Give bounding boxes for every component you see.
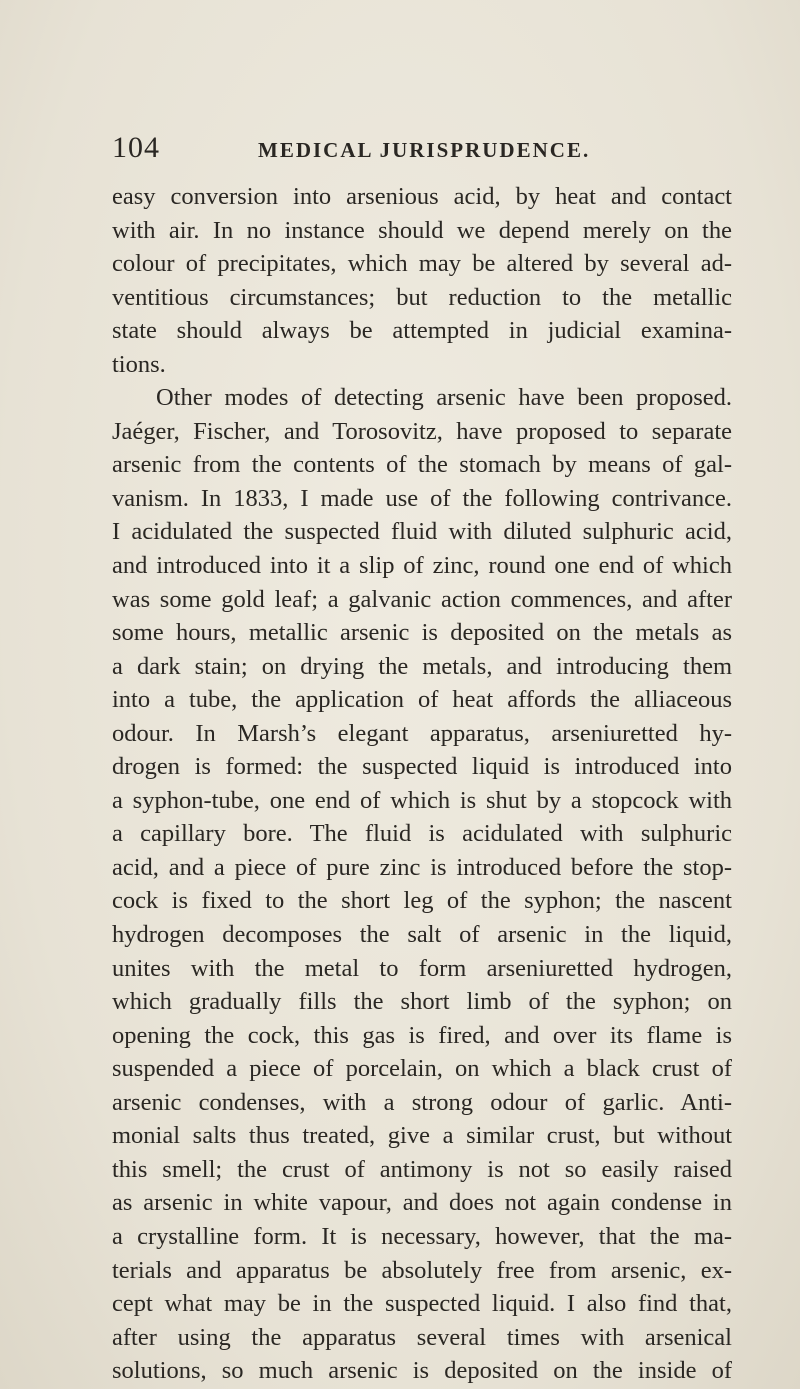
text-line: odour. In Marsh’s elegant apparatus, arseniuretted hy- xyxy=(112,719,732,747)
text-line: after using the apparatus several times with arsenical xyxy=(112,1323,732,1351)
text-line: some hours, metallic arsenic is deposited on the metals as xyxy=(112,619,732,647)
text-line: a syphon-tube, one end of which is shut by a stopcock with xyxy=(112,786,732,814)
text-line: Jaéger, Fischer, and Torosovitz, have proposed to separate xyxy=(112,417,732,445)
text-line: colour of precipitates, which may be altered by several ad- xyxy=(112,250,732,278)
text-line: state should always be attempted in judicial examina- xyxy=(112,317,732,345)
text-line: arsenic from the contents of the stomach by means of gal- xyxy=(112,451,732,479)
text-line: with air. In no instance should we depend merely on the xyxy=(112,216,732,244)
text-line: was some gold leaf; a galvanic action commences, and after xyxy=(112,585,732,613)
text-line: drogen is formed: the suspected liquid is introduced into xyxy=(112,753,732,781)
text-line: unites with the metal to form arseniuretted hydrogen, xyxy=(112,954,732,982)
page-header xyxy=(112,128,732,168)
text-line: terials and apparatus be absolutely free from arsenic, ex- xyxy=(112,1256,732,1284)
text-line: cept what may be in the suspected liquid. I also find that, xyxy=(112,1290,732,1318)
text-line: a capillary bore. The fluid is acidulated with sulphuric xyxy=(112,820,732,848)
text-line: into a tube, the application of heat affords the alliaceous xyxy=(112,686,732,714)
text-line: hydrogen decomposes the salt of arsenic in the liquid, xyxy=(112,921,732,949)
text-line: which gradually fills the short limb of the syphon; on xyxy=(112,988,732,1016)
text-line: ventitious circumstances; but reduction to the metallic xyxy=(112,283,732,311)
text-line: opening the cock, this gas is fired, and over its flame is xyxy=(112,1021,732,1049)
text-line: I acidulated the suspected fluid with diluted sulphuric acid, xyxy=(112,518,732,546)
text-line: this smell; the crust of antimony is not so easily raised xyxy=(112,1155,732,1183)
text-line: and introduced into it a slip of zinc, round one end of which xyxy=(112,552,732,580)
running-head: MEDICAL JURISPRUDENCE. xyxy=(258,138,591,162)
text-line: a dark stain; on drying the metals, and introducing them xyxy=(112,652,732,680)
text-line: as arsenic in white vapour, and does not again condense in xyxy=(112,1189,732,1217)
text-line: acid, and a piece of pure zinc is introduced before the stop- xyxy=(112,853,732,881)
text-line: easy conversion into arsenious acid, by heat and contact xyxy=(112,183,732,210)
text-line: vanism. In 1833, I made use of the following contrivance. xyxy=(112,484,732,512)
body-text xyxy=(112,180,732,1388)
page-number: 104 xyxy=(112,131,160,164)
text-line: tions. xyxy=(112,350,166,378)
text-line: a crystalline form. It is necessary, however, that the ma- xyxy=(112,1222,732,1250)
text-line: monial salts thus treated, give a similar crust, but without xyxy=(112,1122,732,1150)
text-line: arsenic condenses, with a strong odour of garlic. Anti- xyxy=(112,1088,732,1116)
text-line: solutions, so much arsenic is deposited on the inside of xyxy=(112,1357,732,1385)
text-line: cock is fixed to the short leg of the syphon; the nascent xyxy=(112,887,732,915)
text-line: suspended a piece of porcelain, on which a black crust of xyxy=(112,1055,732,1083)
text-line: Other modes of detecting arsenic have been proposed. xyxy=(156,384,732,412)
